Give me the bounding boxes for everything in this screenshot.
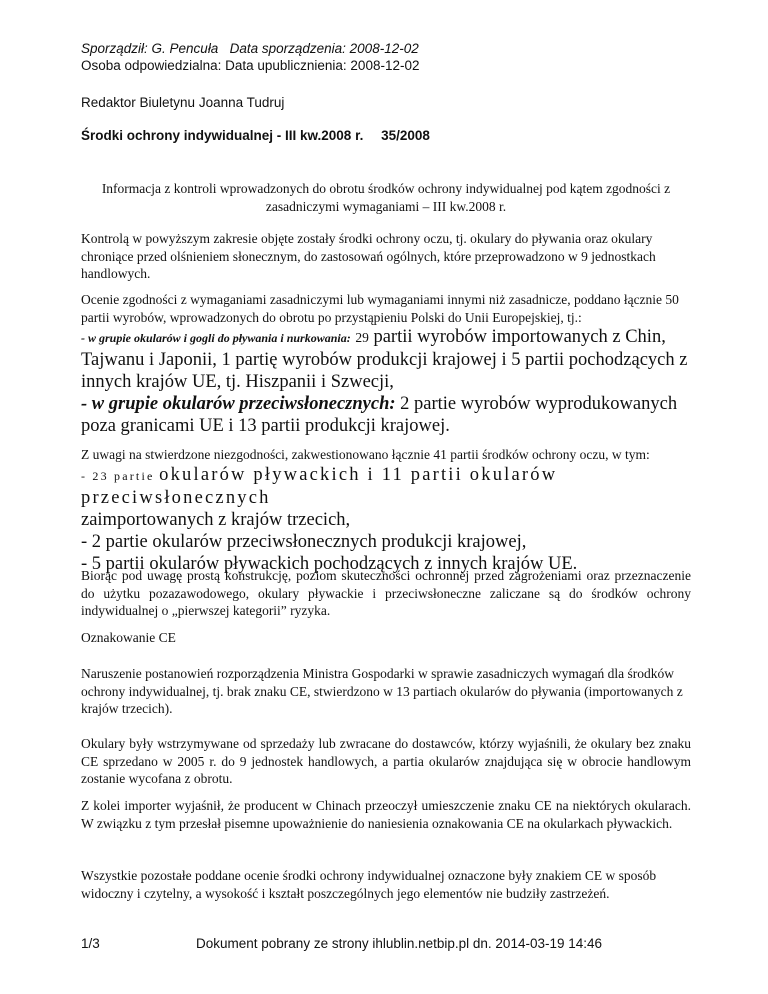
group-swim-label: - w grupie okularów i gogli do pływania i nurkowania: — [81, 331, 351, 345]
prepared-date: Data sporządzenia: 2008-12-02 — [229, 41, 419, 56]
group-swim-number: 29 — [355, 330, 369, 345]
responsible-line: Osoba odpowiedzialna: Data upublicznienia: 2008-12-02 — [81, 58, 420, 73]
evaluation-group-sun — [81, 393, 691, 437]
document-meta — [81, 40, 419, 74]
prepared-by: Sporządził: G. Pencuła — [81, 41, 219, 56]
prepared-line — [81, 40, 419, 57]
group-sun-text: 2 partie wyrobów wyprodukowanych poza granicami UE i 13 partii produkcji krajowej. — [81, 394, 678, 436]
editor-line: Redaktor Biuletynu Joanna Tudruj — [81, 95, 285, 110]
download-source: Dokument pobrany ze strony ihlublin.netbip.pl dn. 2014-03-19 14:46 — [196, 936, 603, 951]
nonconformity-item-1 — [81, 464, 691, 509]
item-1-text: okularów pływackich i 11 partii okularów przeciwsłonecznych — [81, 464, 558, 508]
paragraph-evaluation — [81, 291, 691, 437]
page-number: 1/3 — [81, 936, 100, 951]
group-swim-text: partii wyrobów importowanych z Chin, Tajwanu i Japonii, 1 partię wyrobów produkcji krajowej i 5 partii pochodzących z innych krajów UE, tj. Hiszpanii i Szwecji, — [81, 327, 688, 392]
item-1-prefix: - 23 partie — [81, 468, 155, 483]
paragraph-importer: Z kolei importer wyjaśnił, że producent w Chinach przeoczył umieszczenie znaku CE na niektórych okularach. W związku z tym przesłał pisemne upoważnienie do naniesienia oznakowania CE na okularkach pływackich. — [81, 798, 691, 831]
paragraph-category: Biorąc pod uwagę prostą konstrukcję, poziom skuteczności ochronnej przed zagrożeniami oraz przeznaczenie do użytku pozazawodowego, okulary pływackie i przeciwsłoneczne zaliczane są do środków ochrony indywidualnej o „pierwszej kategorii” ryzyka. — [81, 568, 691, 618]
nonconformity-intro: Z uwagi na stwierdzone niezgodności, zakwestionowano łącznie 41 partii środków ochrony oczu, w tym: — [81, 447, 650, 462]
title-text: Środki ochrony indywidualnej - III kw.2008 r. — [81, 128, 364, 143]
evaluation-intro: Ocenie zgodności z wymaganiami zasadniczymi lub wymaganiami innymi niż zasadnicze, poddano łącznie 50 partii wyrobów, wprowadzonych do obrotu po przystąpieniu Polski do Unii Europejskiej, tj.: — [81, 292, 679, 325]
title-number: 35/2008 — [381, 128, 430, 143]
nonconformity-item-3: - 5 partii okularów pływackich pochodzących z innych krajów UE. — [81, 553, 578, 574]
paragraph-nonconformity — [81, 446, 691, 575]
lead-line-2: zasadniczymi wymaganiami – III kw.2008 r. — [265, 198, 507, 214]
section-heading-ce: Oznakowanie CE — [81, 630, 176, 645]
paragraph-ce-violation: Naruszenie postanowień rozporządzenia Ministra Gospodarki w sprawie zasadniczych wymagań dla środków ochrony indywidualnej, tj. brak znaku CE, stwierdzono w 13 partiach okularów do pływania (importowanych z krajów trzecich). — [81, 666, 683, 716]
paragraph-withdrawal: Okulary były wstrzymywane od sprzedaży lub zwracane do dostawców, którzy wyjaśnili, że okulary bez znaku CE sprzedano w 2005 r. do 9 jednostek handlowych, a partia okularów znajdująca się w obrocie handlowym zostanie wycofana z obrotu. — [81, 736, 691, 786]
lead-line-1: Informacja z kontroli wprowadzonych do obrotu środków ochrony indywidualnej pod kątem zgodności z — [101, 181, 671, 196]
page-footer — [81, 936, 701, 951]
document-title — [81, 128, 430, 143]
nonconformity-item-2: - 2 partie okularów przeciwsłonecznych produkcji krajowej, — [81, 531, 527, 552]
paragraph-scope: Kontrolą w powyższym zakresie objęte zostały środki ochrony oczu, tj. okulary do pływania oraz okulary chroniące przed olśnieniem słonecznym, do zastosowań ogólnych, które przeprowadzono w 9 jednostkach handlowych. — [81, 231, 656, 281]
evaluation-group-swim — [81, 326, 691, 393]
group-sun-label: - w grupie okularów przeciwsłonecznych: — [81, 394, 396, 414]
lead-paragraph — [81, 180, 691, 215]
paragraph-conformity: Wszystkie pozostałe poddane ocenie środki ochrony indywidualnej oznaczone były znakiem CE w sposób widoczny i czytelny, a wysokość i kształt poszczególnych jego elementów nie budziły zastrzeżeń. — [81, 868, 657, 901]
nonconformity-item-1-cont: zaimportowanych z krajów trzecich, — [81, 509, 351, 530]
